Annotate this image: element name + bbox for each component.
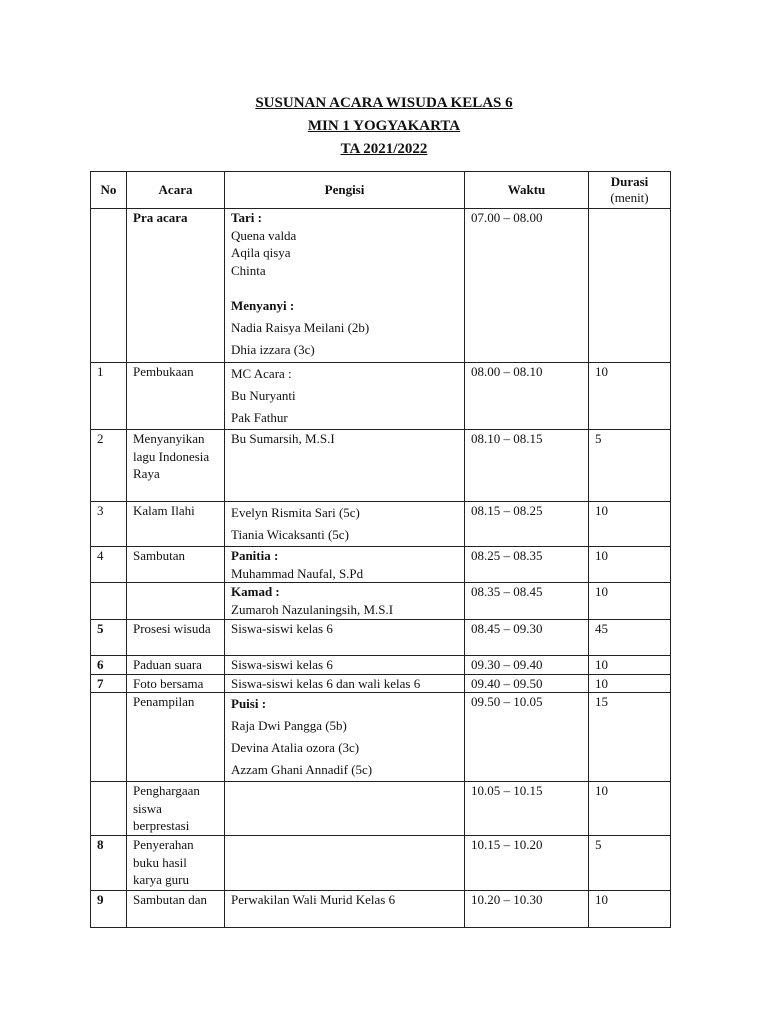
pengisi-line: Evelyn Rismita Sari (5c) — [231, 505, 360, 520]
table-row — [91, 547, 671, 583]
cell-durasi: 10 — [589, 674, 671, 693]
cell-waktu: 08.25 – 08.35 — [465, 547, 589, 583]
header-durasi — [589, 172, 671, 209]
table-row — [91, 209, 671, 363]
pengisi-line: Siswa-siswi kelas 6 — [231, 621, 333, 636]
table-row — [91, 674, 671, 693]
table-row — [91, 836, 671, 891]
table-row — [91, 583, 671, 620]
pengisi-line: Bu Nuryanti — [231, 388, 296, 403]
pengisi-line: Siswa-siswi kelas 6 dan wali kelas 6 — [231, 675, 421, 691]
pengisi-line: Quena valda — [231, 227, 297, 243]
cell-waktu: 09.50 – 10.05 — [465, 693, 589, 782]
pengisi-line: Dhia izzara (3c) — [231, 342, 315, 357]
title-line-2: MIN 1 YOGYAKARTA — [307, 118, 461, 134]
cell-acara — [127, 583, 225, 620]
cell-durasi: 5 — [589, 836, 671, 891]
table-header-row — [91, 172, 671, 209]
cell-waktu: 08.15 – 08.25 — [465, 502, 589, 547]
cell-durasi: 10 — [589, 656, 671, 675]
cell-acara: Pembukaan — [127, 363, 225, 430]
cell-durasi: 5 — [589, 430, 671, 502]
cell-waktu: 07.00 – 08.00 — [465, 209, 589, 363]
cell-durasi — [589, 209, 671, 363]
cell-acara: Penyerahan buku hasil karya guru — [127, 836, 225, 891]
cell-waktu: 08.35 – 08.45 — [465, 583, 589, 620]
cell-acara: Kalam Ilahi — [127, 502, 225, 547]
cell-waktu: 08.00 – 08.10 — [465, 363, 589, 430]
cell-pengisi — [225, 674, 465, 693]
pengisi-line: Zumaroh Nazulaningsih, M.S.I — [231, 601, 394, 617]
cell-durasi: 10 — [589, 782, 671, 836]
cell-acara: Menyanyikan lagu Indonesia Raya — [127, 430, 225, 502]
table-row — [91, 502, 671, 547]
pengisi-line: Muhammad Naufal, S.Pd — [231, 565, 364, 581]
cell-acara: Penampilan — [127, 693, 225, 782]
table-row — [91, 656, 671, 675]
table-row — [91, 782, 671, 836]
spacer — [231, 279, 458, 295]
cell-acara: Paduan suara — [127, 656, 225, 675]
table-row — [91, 693, 671, 782]
cell-no: 6 — [91, 656, 127, 675]
schedule-table — [90, 171, 671, 928]
cell-pengisi — [225, 502, 465, 547]
cell-no: 5 — [91, 620, 127, 656]
pengisi-line: Nadia Raisya Meilani (2b) — [231, 320, 370, 335]
cell-no: 8 — [91, 836, 127, 891]
cell-waktu: 10.05 – 10.15 — [465, 782, 589, 836]
cell-durasi: 10 — [589, 547, 671, 583]
cell-acara: Sambutan dan — [127, 891, 225, 928]
cell-acara: Pra acara — [127, 209, 225, 363]
cell-durasi: 10 — [589, 583, 671, 620]
cell-durasi: 15 — [589, 693, 671, 782]
header-durasi-label: Durasi — [610, 174, 649, 189]
cell-waktu: 09.40 – 09.50 — [465, 674, 589, 693]
cell-pengisi — [225, 430, 465, 502]
cell-no: 2 — [91, 430, 127, 502]
pengisi-line: Azzam Ghani Annadif (5c) — [231, 762, 373, 777]
cell-pengisi — [225, 209, 465, 363]
header-acara: Acara — [127, 172, 225, 209]
cell-waktu: 08.45 – 09.30 — [465, 620, 589, 656]
cell-no: 7 — [91, 674, 127, 693]
document-title — [0, 92, 768, 161]
table-row — [91, 430, 671, 502]
cell-waktu: 09.30 – 09.40 — [465, 656, 589, 675]
cell-durasi: 10 — [589, 891, 671, 928]
pengisi-line: Bu Sumarsih, M.S.I — [231, 431, 335, 446]
header-durasi-unit: (menit) — [610, 190, 649, 205]
header-no: No — [91, 172, 127, 209]
cell-pengisi — [225, 583, 465, 620]
cell-pengisi — [225, 836, 465, 891]
cell-acara: Sambutan — [127, 547, 225, 583]
pengisi-line: Raja Dwi Pangga (5b) — [231, 718, 347, 733]
cell-durasi: 10 — [589, 363, 671, 430]
cell-waktu: 10.15 – 10.20 — [465, 836, 589, 891]
cell-pengisi — [225, 656, 465, 675]
cell-pengisi — [225, 620, 465, 656]
table-row — [91, 620, 671, 656]
pengisi-label: Menyanyi : — [231, 298, 295, 313]
pengisi-line: Aqila qisya — [231, 245, 291, 260]
cell-durasi: 45 — [589, 620, 671, 656]
table-row — [91, 891, 671, 928]
title-line-3: TA 2021/2022 — [340, 141, 428, 157]
table-row — [91, 363, 671, 430]
pengisi-line: Perwakilan Wali Murid Kelas 6 — [231, 892, 396, 907]
pengisi-line: MC Acara : — [231, 366, 292, 381]
cell-no: 1 — [91, 363, 127, 430]
cell-no: 9 — [91, 891, 127, 928]
cell-pengisi — [225, 891, 465, 928]
cell-no — [91, 583, 127, 620]
pengisi-line: Tiania Wicaksanti (5c) — [231, 527, 349, 542]
pengisi-line: Devina Atalia ozora (3c) — [231, 740, 360, 755]
pengisi-label: Tari : — [231, 210, 262, 225]
cell-no: 4 — [91, 547, 127, 583]
cell-pengisi — [225, 363, 465, 430]
cell-no — [91, 782, 127, 836]
cell-no — [91, 693, 127, 782]
pengisi-label: Puisi : — [231, 696, 267, 711]
cell-no: 3 — [91, 502, 127, 547]
cell-durasi: 10 — [589, 502, 671, 547]
cell-acara: Foto bersama — [127, 674, 225, 693]
pengisi-line: Chinta — [231, 262, 266, 278]
header-pengisi: Pengisi — [225, 172, 465, 209]
cell-acara: Prosesi wisuda — [127, 620, 225, 656]
cell-pengisi — [225, 782, 465, 836]
title-line-1: SUSUNAN ACARA WISUDA KELAS 6 — [255, 95, 513, 111]
cell-waktu: 08.10 – 08.15 — [465, 430, 589, 502]
pengisi-label: Panitia : — [231, 548, 279, 563]
pengisi-line: Pak Fathur — [231, 410, 288, 425]
cell-acara: Penghargaan siswa berprestasi — [127, 782, 225, 836]
cell-pengisi — [225, 547, 465, 583]
pengisi-line: Siswa-siswi kelas 6 — [231, 657, 333, 672]
header-waktu: Waktu — [465, 172, 589, 209]
cell-no — [91, 209, 127, 363]
pengisi-label: Kamad : — [231, 584, 280, 599]
cell-pengisi — [225, 693, 465, 782]
cell-waktu: 10.20 – 10.30 — [465, 891, 589, 928]
